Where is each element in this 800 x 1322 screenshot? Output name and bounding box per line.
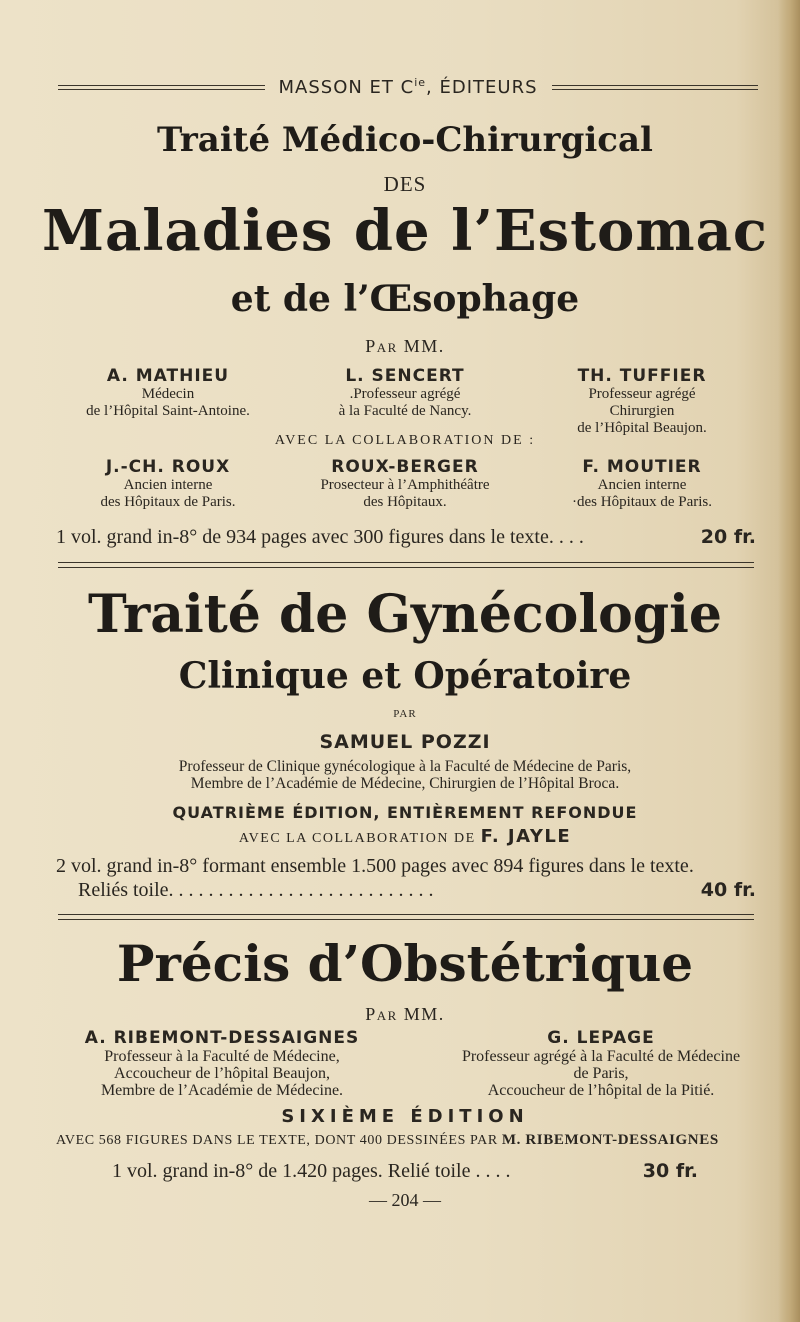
book1-author-2 — [290, 366, 520, 420]
book2-desc2: Membre de l’Académie de Médecine, Chirurgien de l’Hôpital Broca. — [190, 775, 620, 792]
header-rule-left — [58, 85, 265, 90]
section-separator — [58, 914, 754, 920]
author-name: G. LEPAGE — [547, 1028, 655, 1048]
publisher-header — [58, 72, 758, 102]
book2-price-line — [78, 879, 756, 902]
book1-title-line2: DES — [383, 172, 427, 196]
book3-figures-name: M. RIBEMONT-DESSAIGNES — [501, 1132, 719, 1148]
publisher-label: MASSON ET $C^{ie}$, ÉDITEURS — [278, 76, 538, 98]
book1-price: 20 fr. — [700, 526, 756, 548]
book1-by: Par MM. — [365, 336, 445, 356]
author-desc: de Paris, — [573, 1065, 629, 1082]
book2-collab-prefix: AVEC LA COLLABORATION DE — [238, 831, 476, 846]
author-desc: de l’Hôpital Beaujon. — [577, 420, 707, 436]
collaborator-desc: Prosecteur à l’Amphithéâtre — [320, 477, 490, 493]
book3-price: 30 fr. — [642, 1160, 698, 1182]
collaborator-desc: des Hôpitaux de Paris. — [100, 494, 236, 510]
author-name: A. MATHIEU — [106, 366, 230, 386]
collaborator-name: J.-CH. ROUX — [105, 457, 231, 477]
book1-collab: AVEC LA COLLABORATION DE : — [274, 433, 536, 448]
author-desc: Professeur à la Faculté de Médecine, — [104, 1048, 340, 1065]
author-desc: Membre de l’Académie de Médecine. — [100, 1082, 344, 1099]
book1-title-line3: Maladies de l’Estomac — [41, 198, 769, 264]
book1-author-1 — [52, 366, 284, 420]
collaborator-desc: Ancien interne — [123, 477, 213, 493]
book2-desc1: Professeur de Clinique gynécologique à la Faculté de Médecine de Paris, — [178, 758, 632, 775]
collaborator-name: F. MOUTIER — [582, 457, 702, 477]
book1-collaborator-2 — [290, 457, 520, 511]
book2-by: PAR — [393, 708, 417, 720]
book3-figures — [56, 1132, 768, 1149]
collaborator-desc: ·des Hôpitaux de Paris. — [572, 494, 712, 510]
book3-price-text: 1 vol. grand in-8° de 1.420 pages. Relié toile . . . . — [112, 1160, 511, 1182]
book2-edition: QUATRIÈME ÉDITION, ENTIÈREMENT REFONDUE — [172, 803, 638, 822]
author-desc: .Professeur agrégé — [349, 386, 461, 402]
author-desc: Accoucheur de l’hôpital de la Pitié. — [487, 1082, 715, 1099]
book1-price-text: 1 vol. grand in-8° de 934 pages avec 300 figures dans le texte. . . . — [56, 526, 584, 548]
author-name: TH. TUFFIER — [577, 366, 707, 386]
collaborator-name: ROUX-BERGER — [331, 457, 479, 477]
collaborator-desc: des Hôpitaux. — [363, 494, 447, 510]
book3-title: Précis d’Obstétrique — [116, 934, 694, 993]
author-desc: Professeur agrégé à la Faculté de Médecine — [461, 1048, 741, 1065]
section-separator — [58, 562, 754, 568]
author-name: L. SENCERT — [345, 366, 465, 386]
book2-collab-name: F. JAYLE — [480, 826, 572, 847]
book2-price-text2: Reliés toile. . . . . . . . . . . . . . . . . . . . . . . . . . . — [78, 879, 434, 901]
book1-collaborator-3 — [532, 457, 752, 511]
book2-price-text1: 2 vol. grand in-8° formant ensemble 1.500 pages avec 894 figures dans le texte. — [56, 855, 694, 877]
book2-title-line1: Traité de Gynécologie — [87, 584, 722, 645]
book1-price-line — [56, 526, 756, 549]
book3-author-2 — [428, 1028, 774, 1099]
book3-by: Par MM. — [365, 1004, 445, 1024]
author-desc: Accoucheur de l’hôpital Beaujon, — [114, 1065, 330, 1082]
book3-author-1 — [52, 1028, 392, 1099]
author-desc: de l’Hôpital Saint-Antoine. — [86, 403, 250, 419]
book3-figures-prefix: AVEC 568 FIGURES DANS LE TEXTE, DONT 400 DESSINÉES PAR — [56, 1133, 498, 1148]
book1-title-line1: Traité Médico-Chirurgical — [157, 120, 653, 160]
book2-price: 40 fr. — [700, 879, 756, 901]
author-name: A. RIBEMONT-DESSAIGNES — [84, 1028, 360, 1048]
book1-author-3 — [532, 366, 752, 437]
collaborator-desc: Ancien interne — [597, 477, 687, 493]
book1-collaborator-1 — [52, 457, 284, 511]
page-number: — 204 — — [369, 1190, 441, 1210]
book1-title-line4: et de l’Œsophage — [230, 278, 580, 320]
author-desc: Professeur agrégé — [588, 386, 696, 402]
book2-collab — [50, 826, 760, 847]
book3-price-line — [112, 1160, 698, 1183]
book3-edition: SIXIÈME ÉDITION — [281, 1106, 529, 1127]
book2-title-line2: Clinique et Opératoire — [178, 655, 632, 697]
book2-author: SAMUEL POZZI — [319, 731, 491, 753]
header-rule-right — [552, 85, 759, 90]
page-edge — [778, 0, 800, 1322]
author-desc: Chirurgien — [609, 403, 675, 419]
author-desc: Médecin — [141, 386, 195, 402]
author-desc: à la Faculté de Nancy. — [338, 403, 472, 419]
